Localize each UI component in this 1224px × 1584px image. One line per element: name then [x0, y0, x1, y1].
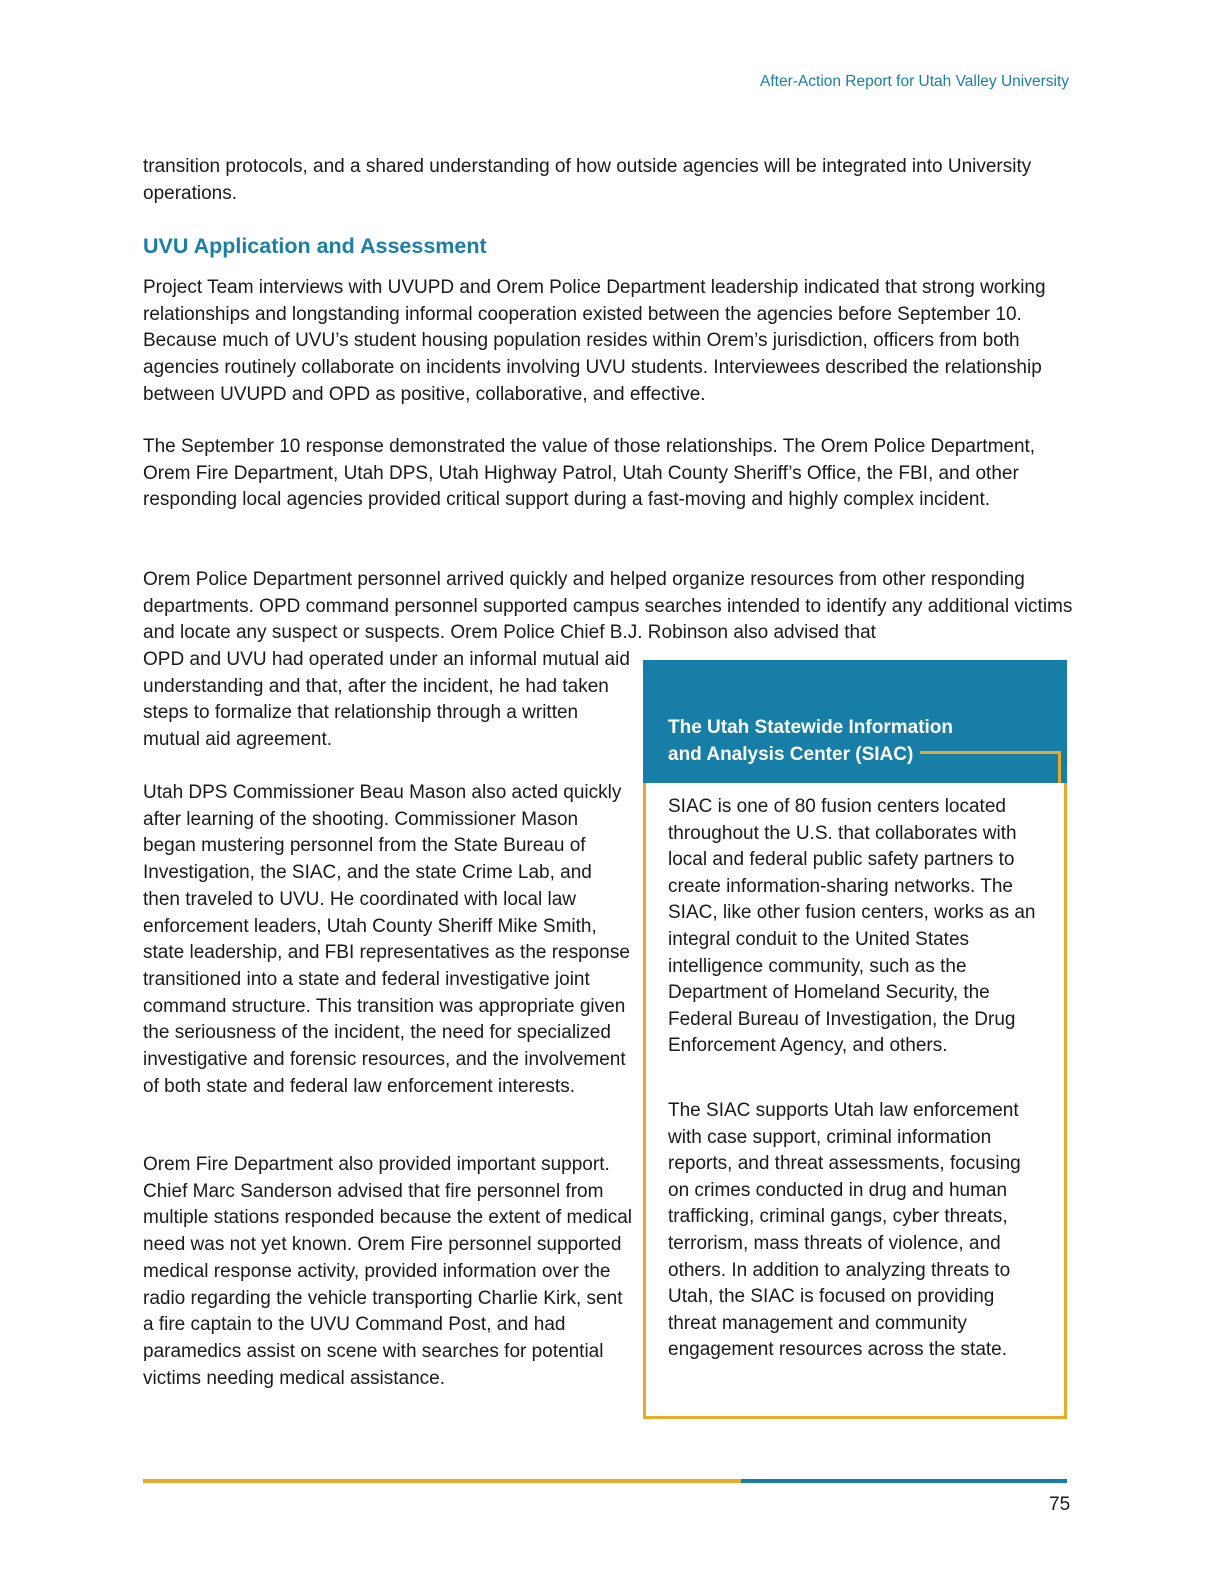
footer-rule-gold: [143, 1479, 741, 1483]
sidebar-title: [668, 714, 968, 768]
body-paragraph-5: Orem Fire Department also provided important support. Chief Marc Sanderson advised that fire personnel from multiple stations responded because the extent of medical need was not yet known. Orem Fire personnel supported medical response activity, provided information over the radio regarding the vehicle transporting Charlie Kirk, sent a fire captain to the UVU Command Post, and had paramedics assist on scene with searches for potential victims needing medical assistance.: [143, 1154, 633, 1389]
body-paragraph-3-lead: Orem Police Department personnel arrived quickly and helped organize resources from other responding departments. OPD command personnel supported campus searches intended to identify any additional victims and locate any suspect or suspects. Orem Police Chief B.J. Robinson also advised that: [143, 569, 1073, 644]
section-heading: UVU Application and Assessment: [143, 234, 487, 258]
siac-sidebar: [643, 660, 1067, 1423]
footer-rule-blue: [741, 1479, 1067, 1483]
intro-continuation-paragraph: transition protocols, and a shared understanding of how outside agencies will be integrated into University operations.: [143, 156, 1032, 204]
sidebar-header: [643, 660, 1067, 783]
sidebar-paragraph-2: The SIAC supports Utah law enforcement with case support, criminal information reports, and threat assessments, focusing on crimes conducted in drug and human trafficking, criminal gangs, cyber threats, terrorism, mass threats of violence, and others. In addition to analyzing threats to Utah, the SIAC is focused on providing threat management and community engagement resources across the state.: [668, 1100, 1021, 1361]
body-paragraph-4: Utah DPS Commissioner Beau Mason also acted quickly after learning of the shooting. Commissioner Mason began mustering personnel from the State Bureau of Investigation, the SIAC, and the state Crime Lab, and then traveled to UVU. He coordinated with local law enforcement leaders, Utah County Sheriff Mike Smith, state leadership, and FBI representatives as the response transitioned into a state and federal investigative joint command structure. This transition was appropriate given the seriousness of the incident, the need for specialized investigative and forensic resources, and the involvement of both state and federal law enforcement interests.: [143, 782, 630, 1097]
body-paragraph-1: Project Team interviews with UVUPD and Orem Police Department leadership indicated that strong working relationships and longstanding informal cooperation existed between the agencies before September 10. Because much of UVU’s student housing population resides within Orem’s jurisdiction, officers from both agencies routinely collaborate on incidents involving UVU students. Interviewees described the relationship between UVUPD and OPD as positive, collaborative, and effective.: [143, 277, 1046, 405]
running-header: After-Action Report for Utah Valley University: [760, 73, 1069, 90]
sidebar-title-accent-line: [920, 751, 1061, 754]
body-paragraph-2: The September 10 response demonstrated the value of those relationships. The Orem Police Department, Orem Fire Department, Utah DPS, Utah Highway Patrol, Utah County Sheriff’s Office, the FBI, and other responding local agencies provided critical support during a fast-moving and highly complex incident.: [143, 436, 1036, 511]
sidebar-title-line-2: and Analysis Center (SIAC): [668, 744, 914, 765]
sidebar-title-accent-drop: [1058, 751, 1061, 783]
sidebar-title-line-1: The Utah Statewide Information: [668, 717, 954, 738]
page-number: 75: [1049, 1494, 1071, 1515]
sidebar-paragraph-1: SIAC is one of 80 fusion centers located throughout the U.S. that collaborates with local and federal public safety partners to create information-sharing networks. The SIAC, like other fusion centers, works as an integral conduit to the United States intelligence community, such as the Department of Homeland Security, the Federal Bureau of Investigation, the Drug Enforcement Agency, and others.: [668, 796, 1036, 1057]
body-paragraph-3-continuation: OPD and UVU had operated under an informal mutual aid understanding and that, after the incident, he had taken steps to formalize that relationship through a written mutual aid agreement.: [143, 649, 630, 751]
